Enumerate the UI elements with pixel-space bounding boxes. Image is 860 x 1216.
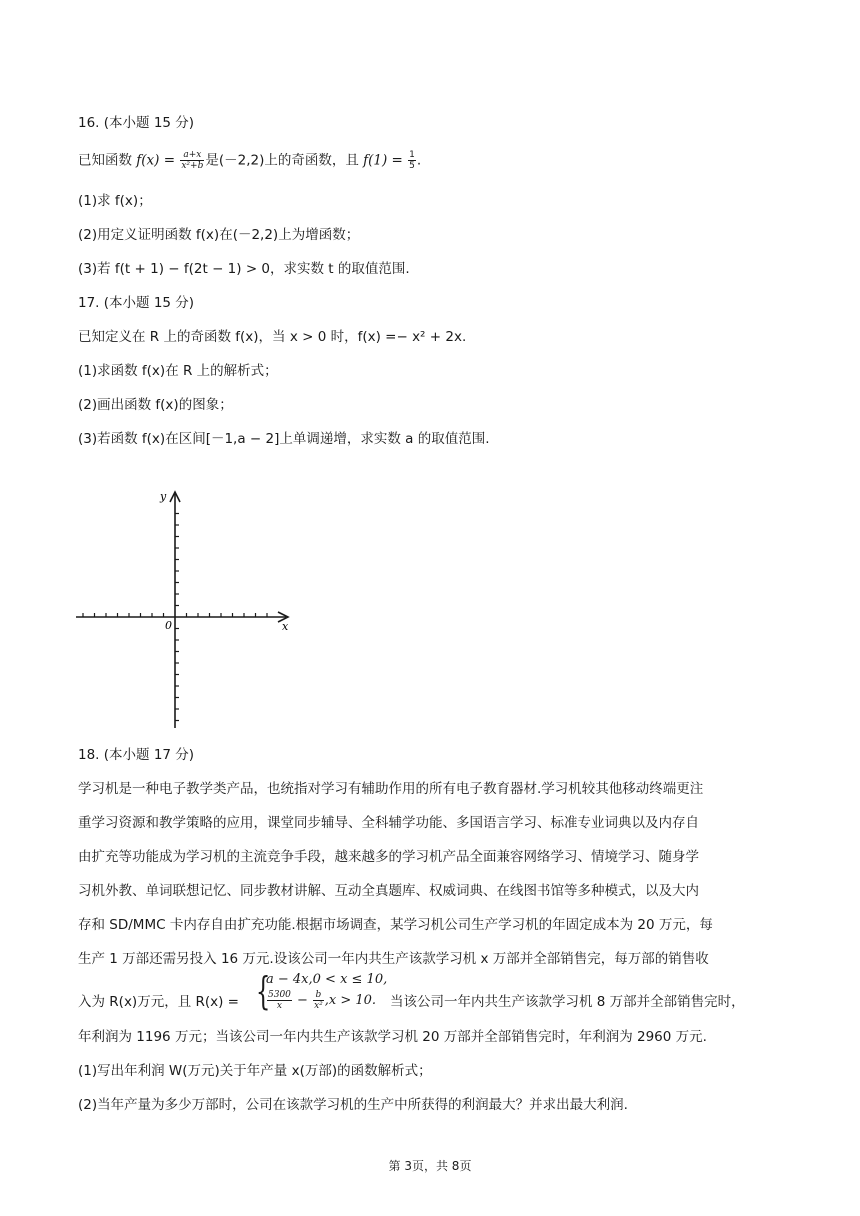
piecewise-brace: { <box>255 969 271 1013</box>
q16-frac-num: a+x <box>180 150 204 161</box>
q16-header: 16. (本小题 15 分) <box>78 115 195 131</box>
q16-f1-fraction <box>408 150 416 171</box>
origin-label: 0 <box>165 619 172 632</box>
piecewise-case2 <box>266 990 376 1011</box>
q18-part1: (1)写出年利润 W(万元)关于年产量 x(万部)的函数解析式； <box>78 1063 432 1079</box>
q18-line4: 习机外教、单词联想记忆、同步教材讲解、互动全真题库、权威词典、在线图书馆等多种模式，以及大内 <box>78 883 699 899</box>
q16-f1-den: 5 <box>409 161 415 171</box>
q18-line6: 生产 1 万部还需另投入 16 万元.设该公司一年内共生产该款学习机 x 万部并全部销售完，每万部的销售收 <box>78 951 709 967</box>
case2-minus: − <box>292 993 313 1008</box>
q18-line1: 学习机是一种电子教学类产品，也统指对学习有辅助作用的所有电子教育器材.学习机较其他移动终端更注 <box>78 781 704 797</box>
case2-frac2 <box>313 990 324 1011</box>
case2-frac1 <box>267 990 292 1011</box>
case2-end: ,x > 10. <box>324 993 377 1008</box>
q18-line7b: 当该公司一年内共生产该款学习机 8 万部并全部销售完时， <box>390 994 745 1010</box>
q16-part2: (2)用定义证明函数 f(x)在(－2,2)上为增函数； <box>78 227 360 243</box>
q16-f1-num: 1 <box>409 150 415 160</box>
q16-part3: (3)若 f(t + 1) − f(2t − 1) > 0，求实数 t 的取值范围. <box>78 261 410 277</box>
q16-frac-den: x²+b <box>181 161 204 171</box>
y-axis-label: y <box>160 490 167 503</box>
page-footer: 第 3页，共 8页 <box>388 1159 472 1173</box>
q16-f1: f(1) = <box>363 152 408 169</box>
piecewise-case1: a − 4x,0 < x ≤ 10, <box>266 972 388 987</box>
q16-stem-text: 已知函数 <box>78 152 137 169</box>
q18-header: 18. (本小题 17 分) <box>78 747 195 763</box>
case2-frac2-den: x² <box>314 1001 323 1011</box>
q18-line2: 重学习资源和教学策略的应用，课堂同步辅导、全科辅学功能、多国语言学习、标准专业词典以及内存自 <box>78 815 699 831</box>
x-axis-label: x <box>282 620 289 633</box>
case2-frac2-num: b <box>313 990 324 1001</box>
q16-stem-text2: 是(－2,2)上的奇函数，且 <box>205 152 364 169</box>
q17-header: 17. (本小题 15 分) <box>78 295 195 311</box>
q17-part1: (1)求函数 f(x)在 R 上的解析式； <box>78 363 278 379</box>
q18-line8: 年利润为 1196 万元；当该公司一年内共生产该款学习机 20 万部并全部销售完时，年利润为 2960 万元. <box>78 1029 707 1045</box>
q16-stem-end: . <box>416 152 422 169</box>
q18-part2: (2)当年产量为多少万部时，公司在该款学习机的生产中所获得的利润最大？并求出最大利润. <box>78 1097 628 1113</box>
q18-line5: 存和 SD/MMC 卡内存自由扩充功能.根据市场调查，某学习机公司生产学习机的年固定成本为 20 万元，每 <box>78 917 713 933</box>
q18-line7a: 入为 R(x)万元，且 R(x) = <box>78 994 239 1010</box>
q16-func: f(x) = <box>136 152 180 169</box>
q17-part2: (2)画出函数 f(x)的图象； <box>78 397 233 413</box>
q16-part1: (1)求 f(x)； <box>78 193 152 209</box>
case2-frac1-num: 5300 <box>268 990 291 1000</box>
q16-fraction <box>180 150 204 171</box>
q17-part3: (3)若函数 f(x)在区间[－1,a − 2]上单调递增，求实数 a 的取值范围. <box>78 431 490 447</box>
case2-frac1-den: x <box>276 1001 282 1011</box>
q16-stem <box>78 150 800 171</box>
coordinate-axes-figure <box>74 488 304 733</box>
q18-line3: 由扩充等功能成为学习机的主流竞争手段，越来越多的学习机产品全面兼容网络学习、情境学习、随身学 <box>78 849 699 865</box>
q17-stem: 已知定义在 R 上的奇函数 f(x)，当 x > 0 时，f(x) =− x² + 2x. <box>78 329 467 345</box>
